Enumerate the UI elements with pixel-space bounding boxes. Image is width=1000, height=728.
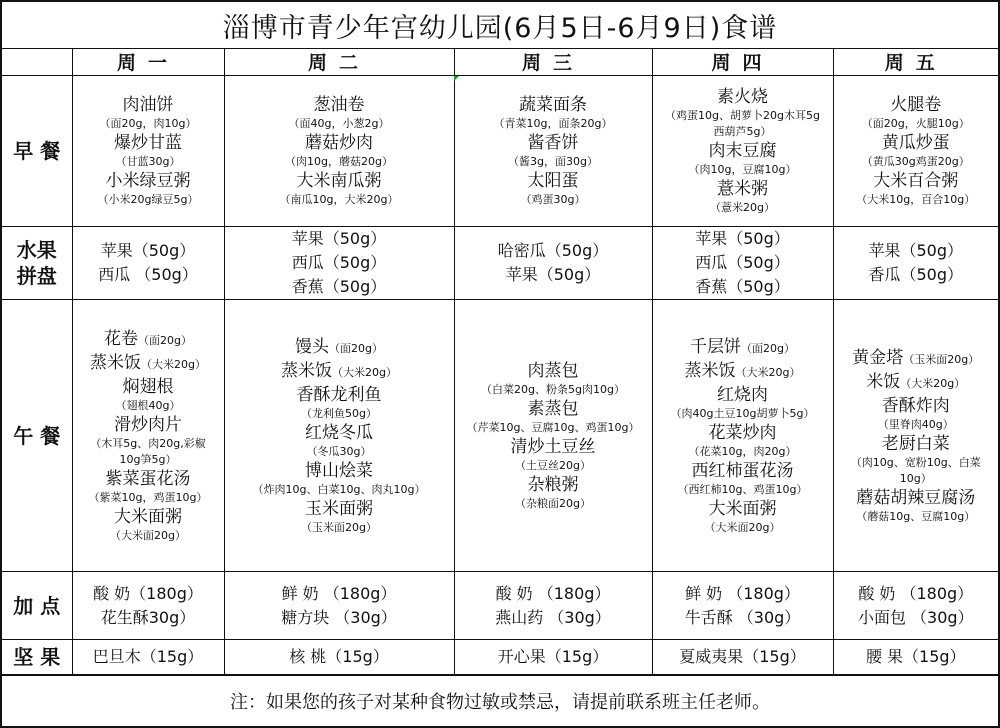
snack-item: 牛舌酥 （30g） [684,607,801,627]
page-title: 淄博市青少年宫幼儿园(6月5日-6月9日)食谱 [2,2,998,49]
dish-name-text: 小米绿豆粥 [105,171,191,191]
dish-name-text: 酱香饼 [527,133,579,153]
snack-item: 花生酥30g） [100,607,196,627]
dish-ingredient-note: （杂粮面20g） [515,496,591,510]
dish-ingredient-note: （紫菜10g，鸡蛋10g） [88,490,208,504]
snack-item: 鲜 奶 （180g） [685,583,800,603]
dish-ingredient-note: （面20g，肉10g） [99,117,197,130]
dish-ingredient-note: （黄瓜30g鸡蛋20g） [861,155,970,168]
snack-item: 糖方块 （30g） [281,607,397,627]
dish-ingredient-note: （冬瓜30g） [306,444,372,458]
dish-name-text: 蘑菇炒肉 [305,133,373,153]
dish-name [305,460,373,482]
fruit-mon [72,227,224,300]
fruit-item-list [834,239,999,287]
snack-item-list [73,582,224,630]
dish-name-text: 清炒土豆丝 [510,436,596,457]
dish-ingredient-note: （面20g） [138,333,192,347]
dish-ingredient-note: （肉10g，豆腐10g） [688,163,797,176]
dish-name [709,140,777,162]
dish-ingredient-note: （酱3g，面30g） [508,155,598,168]
snack-row [2,572,998,640]
dish-ingredient-note: （南瓜10g，大米20g） [279,193,399,206]
dish-ingredient-note: （鸡蛋30g） [520,193,586,206]
lunch-mon [72,300,224,572]
dish-name [709,422,777,444]
dish-name-text: 蒸米饭 [281,360,332,381]
dish-name [717,86,768,108]
dish-name-text: 大米南瓜粥 [296,171,382,191]
dish-name [114,506,182,528]
dish-ingredient-note: （芹菜10g、豆腐10g、鸡蛋10g） [466,420,640,434]
cell-comment-marker [454,76,459,81]
fruit-item: 香瓜（50g） [868,265,964,284]
dish-name [528,132,579,154]
dish-name-text: 红烧冬瓜 [305,422,373,443]
dish-name [717,178,768,200]
allergy-notice: 注：如果您的孩子对某种食物过敏或禁忌，请提前联系班主任老师。 [2,675,998,726]
dish-name-text: 肉末豆腐 [708,141,777,161]
dish-name-text: 老厨白菜 [881,433,950,454]
dish-ingredient-note: （小米20g绿豆5g） [97,193,199,206]
day-header-fri: 周五 [833,48,998,76]
dish-ingredient-note: （青菜10g，面条20g） [493,117,613,130]
meal-label-fruit: 水果 拼盘 [2,227,72,300]
dish-ingredient-note: （白菜20g、粉条5g肉10g） [481,382,625,396]
dish-name [305,132,373,154]
dish-name-text: 香酥炸肉 [881,395,950,416]
dish-ingredient-note: （大米20g） [332,365,397,379]
fruit-thu [652,227,833,300]
fruit-item: 苹果（50g） [100,241,196,260]
dish-ingredient-note: （炸肉10g、白菜10g、肉丸10g） [252,482,426,496]
dish-name-text: 火腿卷 [890,95,942,115]
corner-cell [2,48,72,76]
day-header-thu: 周四 [652,48,833,76]
fruit-fri [833,227,998,300]
dish-ingredient-note: （面20g） [741,341,795,355]
fruit-item-list [225,227,454,299]
fruit-item: 西瓜（50g） [291,253,387,272]
dish-name-text: 蒸米饭 [90,352,141,373]
dish-name [528,360,579,382]
dish-ingredient-note: （大米20g） [900,376,966,390]
dish-ingredient-note: （薏米20g） [710,201,775,214]
dish-name [114,414,182,436]
dish-name [519,94,587,116]
nuts-mon: 巴旦木（15g） [72,640,224,675]
dish-name-text: 肉蒸包 [527,360,579,381]
dish-name-text: 千层饼 [690,336,741,357]
dish-name [314,94,365,116]
dish-ingredient-note: 10g） [899,471,932,485]
dish-name-text: 爆炒甘蓝 [114,133,182,153]
fruit-item: 香蕉（50g） [291,277,387,296]
dish-ingredient-note: （翅根40g） [115,398,181,412]
dish-ingredient-note: 西葫芦5g） [713,125,772,138]
dish-name-text: 米饭 [866,371,901,392]
fruit-item-list [73,239,224,287]
breakfast-dish-list [455,94,652,208]
dish-ingredient-note: （面40g，小葱2g） [288,117,390,130]
dish-ingredient-note: （西红柿10g、鸡蛋10g） [677,482,808,496]
dish-name [104,328,192,352]
fruit-wed [454,227,652,300]
dish-name-text: 玉米面粥 [305,498,373,519]
dish-name [114,132,182,154]
snack-item: 酸 奶 （180g） [858,583,974,603]
dish-ingredient-note: （甘蓝30g） [115,155,181,168]
dish-ingredient-note: （龙利鱼50g） [301,406,377,420]
dish-name-text: 蔬菜面条 [519,95,587,115]
dish-name [106,170,191,192]
dish-name [685,360,801,384]
meal-label-breakfast: 早 餐 [2,76,72,227]
dish-name [106,468,191,490]
dish-name [297,170,382,192]
day-header-wed: 周三 [454,48,652,76]
dish-name-text: 滑炒肉片 [114,414,182,435]
dish-name-text: 素火烧 [717,87,768,107]
dish-name-text: 大米百合粥 [873,171,959,191]
snack-thu [652,572,833,640]
dish-name [297,384,382,406]
dish-name-text: 焖翅根 [122,376,174,397]
breakfast-dish-list [653,86,833,216]
snack-tue [224,572,454,640]
fruit-row [2,227,998,300]
dish-name-text: 杂粮粥 [527,474,579,495]
dish-name [528,170,579,192]
dish-ingredient-note: （玉米面20g） [301,520,377,534]
dish-name-text: 肉油饼 [122,95,174,115]
dish-name [882,132,950,154]
dish-name-text: 红烧肉 [717,384,768,405]
dish-name-text: 葱油卷 [313,95,365,115]
dish-name-text: 蒸米饭 [684,360,736,381]
dish-name-text: 大米面粥 [708,498,777,519]
snack-item-list [225,582,454,630]
dish-name [528,474,579,496]
dish-ingredient-note: （大米20g） [735,365,801,379]
dish-ingredient-note: （面20g，火腿10g） [861,117,970,130]
fruit-item-list [455,239,652,287]
dish-name [690,336,795,360]
dish-ingredient-note: （木耳5g、肉20g,彩椒 [90,436,206,450]
fruit-item: 苹果（50g） [505,265,601,284]
snack-item-list [455,582,652,630]
lunch-wed [454,300,652,572]
dish-name-text: 蘑菇胡辣豆腐汤 [856,487,976,508]
meal-label-lunch: 午 餐 [2,300,72,572]
meal-label-snack: 加 点 [2,572,72,640]
dish-name-text: 花菜炒肉 [708,422,777,443]
snack-item: 酸 奶（180g） [93,583,203,603]
breakfast-tue [224,76,454,227]
dish-ingredient-note: （玉米面20g） [903,352,980,366]
lunch-dish-list [225,336,454,536]
lunch-tue [224,300,454,572]
lunch-fri [833,300,998,572]
fruit-item: 哈密瓜（50g） [497,241,609,260]
dish-ingredient-note: 10g笋5g） [119,452,177,466]
dish-ingredient-note: （肉10g，蘑菇20g） [285,155,393,168]
dish-name-text: 香酥龙利鱼 [296,384,382,405]
fruit-item: 西瓜 （50g） [98,265,198,284]
fruit-item: 苹果（50g） [868,241,964,260]
lunch-dish-list [834,347,999,525]
dish-name [295,336,383,360]
lunch-row [2,300,998,572]
header-row [2,48,998,76]
dish-name [873,170,958,192]
breakfast-row [2,76,998,227]
breakfast-thu [652,76,833,227]
dish-name [281,360,397,384]
dish-name [709,498,777,520]
lunch-dish-list [73,328,224,544]
dish-name-text: 薏米粥 [717,179,768,199]
dish-ingredient-note: （蘑菇10g、豆腐10g） [856,509,976,523]
lunch-dish-list [653,336,833,536]
breakfast-dish-list [225,94,454,208]
nuts-tue: 核 桃（15g） [224,640,454,675]
breakfast-dish-list [73,94,224,208]
fruit-item: 苹果（50g） [695,229,790,248]
fruit-tue [224,227,454,300]
snack-item: 酸 奶 （180g） [495,583,611,603]
nuts-row [2,640,998,675]
dish-name-text: 博山烩菜 [305,460,373,481]
dish-ingredient-note: （面20g） [329,341,383,355]
breakfast-mon [72,76,224,227]
dish-name [852,347,979,371]
dish-name [528,398,579,420]
dish-ingredient-note: （鸡蛋10g、胡萝卜20g木耳5g [665,109,820,122]
lunch-dish-list [455,360,652,512]
dish-ingredient-note: （大米20g） [141,357,206,371]
fruit-item-list [653,227,833,299]
dish-name [305,422,373,444]
snack-item: 小面包 （30g） [857,607,974,627]
dish-name-text: 素蒸包 [527,398,579,419]
dish-name [882,433,950,455]
dish-ingredient-note: （肉40g土豆10g胡萝卜5g） [670,406,815,420]
dish-name [882,395,950,417]
nuts-thu: 夏威夷果（15g） [652,640,833,675]
meal-label-nuts: 坚 果 [2,640,72,675]
snack-item-list [834,582,999,630]
dish-ingredient-note: （大米面20g） [110,528,186,542]
dish-ingredient-note: （大米面20g） [704,520,781,534]
dish-name [890,94,941,116]
snack-mon [72,572,224,640]
dish-name [856,487,975,509]
fruit-item: 香蕉（50g） [695,277,790,296]
dish-name [123,94,174,116]
dish-name-text: 紫菜蛋花汤 [105,468,191,489]
breakfast-wed [454,76,652,227]
snack-wed [454,572,652,640]
breakfast-dish-list [834,94,999,208]
nuts-wed: 开心果（15g） [454,640,652,675]
dish-ingredient-note: （肉10g、宽粉10g、白菜 [850,455,981,469]
dish-name-text: 花卷 [104,328,138,349]
snack-item: 鲜 奶 （180g） [281,583,397,603]
dish-name-text: 黄金塔 [852,347,904,368]
nuts-fri: 腰 果（15g） [833,640,998,675]
weekly-menu-table [2,48,998,675]
snack-fri [833,572,998,640]
day-header-tue: 周二 [224,48,454,76]
dish-name-text: 大米面粥 [114,506,182,527]
snack-item: 燕山药 （30g） [495,607,611,627]
dish-ingredient-note: （大米10g，百合10g） [856,193,976,206]
dish-name [123,376,174,398]
dish-name [717,384,768,406]
dish-name [866,371,965,395]
lunch-thu [652,300,833,572]
dish-name-text: 太阳蛋 [527,171,579,191]
fruit-item: 西瓜（50g） [695,253,790,272]
dish-name [511,436,596,458]
dish-name-text: 黄瓜炒蛋 [881,133,950,153]
breakfast-fri [833,76,998,227]
dish-ingredient-note: （土豆丝20g） [515,458,591,472]
dish-ingredient-note: （里脊肉40g） [877,417,954,431]
dish-name [305,498,373,520]
fruit-item: 苹果（50g） [291,229,387,248]
dish-name-text: 西红柿蛋花汤 [691,460,794,481]
snack-item-list [653,582,833,630]
dish-name [692,460,794,482]
dish-ingredient-note: （花菜10g，肉20g） [688,444,797,458]
dish-name-text: 馒头 [295,336,329,357]
dish-name [90,352,206,376]
day-header-mon: 周一 [72,48,224,76]
